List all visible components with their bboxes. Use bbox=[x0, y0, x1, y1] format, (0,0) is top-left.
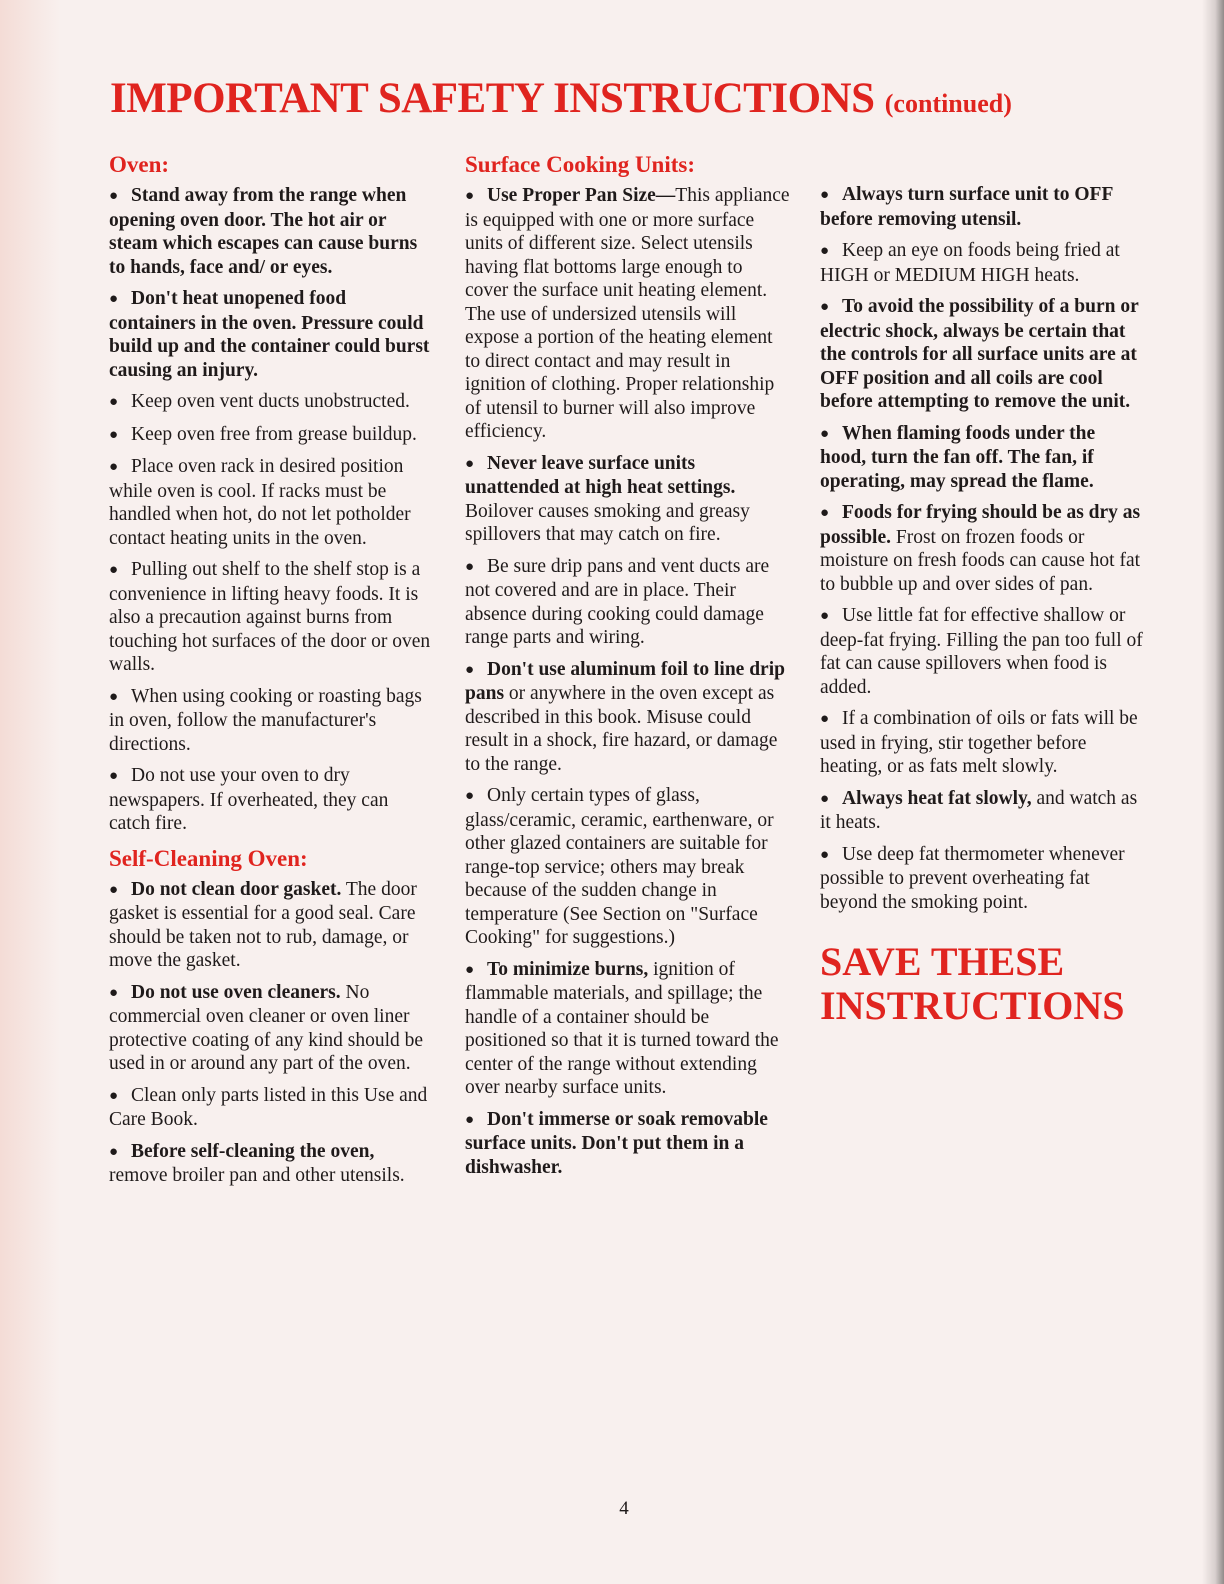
list-item bbox=[109, 764, 434, 836]
item-text: This appliance is equipped with one or more surface units of different size. Select utensils having flat bottoms large enough to cover the surface unit heating element. The use of undersized utensils will expose a portion of the heating element to direct contact and may result in ignition of clothing. Proper relationship of utensil to burner will also improve efficiency. bbox=[465, 185, 790, 442]
bullet-icon: ● bbox=[465, 558, 475, 575]
list-item bbox=[109, 455, 434, 550]
bullet-icon: ● bbox=[109, 688, 119, 705]
item-text: or anywhere in the oven except as described in this book. Misuse could result in a shock, fire hazard, or damage to the range. bbox=[465, 683, 778, 775]
item-bold-text: Always turn surface unit to OFF before removing utensil. bbox=[820, 184, 1113, 230]
item-bold-text: Before self-cleaning the oven, bbox=[131, 1140, 375, 1162]
bullet-icon: ● bbox=[109, 426, 119, 443]
list-item bbox=[109, 287, 434, 382]
surface-units-cont-list bbox=[820, 183, 1145, 914]
bullet-icon: ● bbox=[109, 768, 119, 784]
item-text: Only certain types of glass, glass/ceramic, ceramic, earthenware, or other glazed containers are suitable for range-top service; others may break because of the sudden change in temperature (See Section on "Surface Cooking" for suggestions.) bbox=[465, 785, 774, 948]
item-bold-text: To minimize burns, bbox=[487, 958, 649, 980]
list-item bbox=[820, 707, 1145, 779]
list-item bbox=[109, 423, 434, 448]
item-bold-text: When flaming foods under the hood, turn the fan off. The fan, if operating, may spread the flame. bbox=[820, 422, 1096, 492]
oven-list bbox=[109, 184, 434, 836]
list-item bbox=[109, 878, 434, 973]
bullet-icon: ● bbox=[820, 299, 830, 315]
item-bold-text: Don't use aluminum foil to line drip pans bbox=[465, 658, 785, 704]
title-continued: (continued) bbox=[884, 89, 1012, 118]
item-bold-text: Always heat fat slowly, bbox=[842, 787, 1032, 809]
surface-units-list bbox=[465, 184, 790, 1179]
list-item bbox=[465, 958, 790, 1100]
item-bold-text: Use Proper Pan Size— bbox=[487, 185, 676, 206]
list-item bbox=[465, 184, 790, 444]
list-item bbox=[820, 787, 1145, 835]
list-item bbox=[820, 501, 1145, 596]
bullet-icon: ● bbox=[109, 1087, 119, 1104]
bullet-icon: ● bbox=[109, 984, 119, 1001]
item-text: Be sure drip pans and vent ducts are not covered and are in place. Their absence during cooking could damage range parts and wiring. bbox=[465, 555, 770, 648]
bullet-icon: ● bbox=[820, 505, 830, 521]
item-text: Keep an eye on foods being fried at HIGH or MEDIUM HIGH heats. bbox=[820, 240, 1120, 286]
bullet-icon: ● bbox=[820, 425, 830, 442]
section-heading-oven: Oven: bbox=[109, 152, 170, 177]
page-edge-shadow bbox=[1202, 0, 1224, 1584]
bullet-icon: ● bbox=[820, 711, 830, 727]
list-item bbox=[109, 390, 434, 415]
column-right bbox=[820, 150, 1145, 1028]
item-text: Pulling out shelf to the shelf stop is a convenience in lifting heavy foods. It is also a precaution against burns from touching hot surfaces of the door or oven walls. bbox=[109, 559, 431, 675]
list-item bbox=[109, 1140, 434, 1188]
bullet-icon: ● bbox=[820, 790, 830, 807]
section-heading-self-cleaning: Self-Cleaning Oven: bbox=[109, 845, 308, 871]
list-item bbox=[820, 239, 1145, 287]
list-item bbox=[109, 685, 434, 757]
bullet-icon: ● bbox=[465, 455, 475, 472]
item-text: Keep oven vent ducts unobstructed. bbox=[131, 391, 410, 412]
list-item bbox=[109, 981, 434, 1076]
item-text: ignition of flammable materials, and spillage; the handle of a container should be positioned so that it is turned toward the center of the range without extending over nearby surface units. bbox=[465, 958, 779, 1098]
bullet-icon: ● bbox=[109, 459, 119, 475]
list-item bbox=[820, 604, 1145, 699]
list-item bbox=[109, 184, 434, 279]
page-number: 4 bbox=[619, 1498, 629, 1519]
self-cleaning-list bbox=[109, 878, 434, 1188]
list-item bbox=[465, 555, 790, 650]
item-bold-text: Do not clean door gasket. bbox=[131, 878, 342, 900]
list-item bbox=[465, 1108, 790, 1180]
save-instructions-banner bbox=[820, 940, 1145, 1028]
item-bold-text: Stand away from the range when opening oven door. The hot air or steam which escapes can cause burns to hands, face and/ or eyes. bbox=[109, 185, 418, 278]
item-bold-text: Don't heat unopened food containers in the oven. Pressure could build up and the container could burst causing an injury. bbox=[109, 288, 430, 381]
column-middle bbox=[465, 150, 790, 1187]
title-text: IMPORTANT SAFETY INSTRUCTIONS bbox=[110, 75, 875, 122]
item-text: Place oven rack in desired position while oven is cool. If racks must be handled when hot, do not let potholder contact heating units in the oven. bbox=[109, 456, 411, 549]
bullet-icon: ● bbox=[465, 788, 475, 804]
item-text: When using cooking or roasting bags in oven, follow the manufacturer's directions. bbox=[109, 685, 422, 755]
item-text: Do not use your oven to dry newspapers. If overheated, they can catch fire. bbox=[109, 765, 389, 834]
bullet-icon: ● bbox=[820, 846, 830, 863]
item-text: The door gasket is essential for a good seal. Care should be taken not to rub, damage, or move the gasket. bbox=[109, 878, 417, 971]
bullet-icon: ● bbox=[820, 608, 830, 624]
item-text: Clean only parts listed in this Use and Care Book. bbox=[109, 1084, 428, 1130]
bullet-icon: ● bbox=[465, 661, 475, 678]
bullet-icon: ● bbox=[109, 881, 119, 898]
item-bold-text: Foods for frying should be as dry as possible. bbox=[820, 502, 1141, 548]
list-item bbox=[820, 843, 1145, 915]
bullet-icon: ● bbox=[465, 961, 475, 978]
bullet-icon: ● bbox=[109, 1143, 119, 1160]
item-bold-text: Do not use oven cleaners. bbox=[131, 981, 341, 1003]
item-bold-text: To avoid the possibility of a burn or electric shock, always be certain that the controls for all surface units are at OFF position and all coils are cool before attempting to remove the unit. bbox=[820, 296, 1139, 412]
item-text: If a combination of oils or fats will be used in frying, stir together before heating, or as fats melt slowly. bbox=[820, 708, 1138, 777]
list-item bbox=[109, 1084, 434, 1132]
list-item bbox=[820, 422, 1145, 494]
bullet-icon: ● bbox=[109, 394, 119, 410]
item-text: Use deep fat thermometer whenever possible to prevent overheating fat beyond the smoking point. bbox=[820, 843, 1125, 913]
list-item bbox=[109, 558, 434, 677]
save-line-2: INSTRUCTIONS bbox=[820, 983, 1125, 1028]
column-left bbox=[109, 150, 434, 1196]
page-tint bbox=[0, 0, 60, 1584]
item-text: Frost on frozen foods or moisture on fresh foods can cause hot fat to bubble up and over sides of pan. bbox=[820, 526, 1141, 595]
bullet-icon: ● bbox=[820, 243, 830, 259]
save-line-1: SAVE THESE bbox=[820, 939, 1065, 984]
item-text: Boilover causes smoking and greasy spillovers that may catch on fire. bbox=[465, 500, 750, 545]
item-text: Keep oven free from grease buildup. bbox=[131, 423, 417, 445]
item-bold-text: Never leave surface units unattended at high heat settings. bbox=[465, 452, 736, 498]
item-text: No commercial oven cleaner or oven liner protective coating of any kind should be used in or around any part of the oven. bbox=[109, 981, 424, 1074]
list-item bbox=[465, 452, 790, 547]
bullet-icon: ● bbox=[109, 188, 119, 204]
page-title bbox=[110, 74, 1012, 123]
list-item bbox=[465, 658, 790, 777]
list-item bbox=[820, 183, 1145, 231]
list-item bbox=[820, 295, 1145, 414]
item-text: remove broiler pan and other utensils. bbox=[109, 1165, 405, 1186]
bullet-icon: ● bbox=[109, 291, 119, 307]
bullet-icon: ● bbox=[820, 187, 830, 203]
bullet-icon: ● bbox=[465, 188, 475, 204]
item-text: and watch as it heats. bbox=[820, 787, 1138, 833]
bullet-icon: ● bbox=[109, 562, 119, 578]
bullet-icon: ● bbox=[465, 1111, 475, 1128]
item-bold-text: Don't immerse or soak removable surface units. Don't put them in a dishwasher. bbox=[465, 1108, 768, 1178]
section-heading-surface-units: Surface Cooking Units: bbox=[465, 152, 696, 177]
list-item bbox=[465, 784, 790, 950]
item-text: Use little fat for effective shallow or deep-fat frying. Filling the pan too full of fat can cause spillovers when food is added. bbox=[820, 605, 1143, 698]
